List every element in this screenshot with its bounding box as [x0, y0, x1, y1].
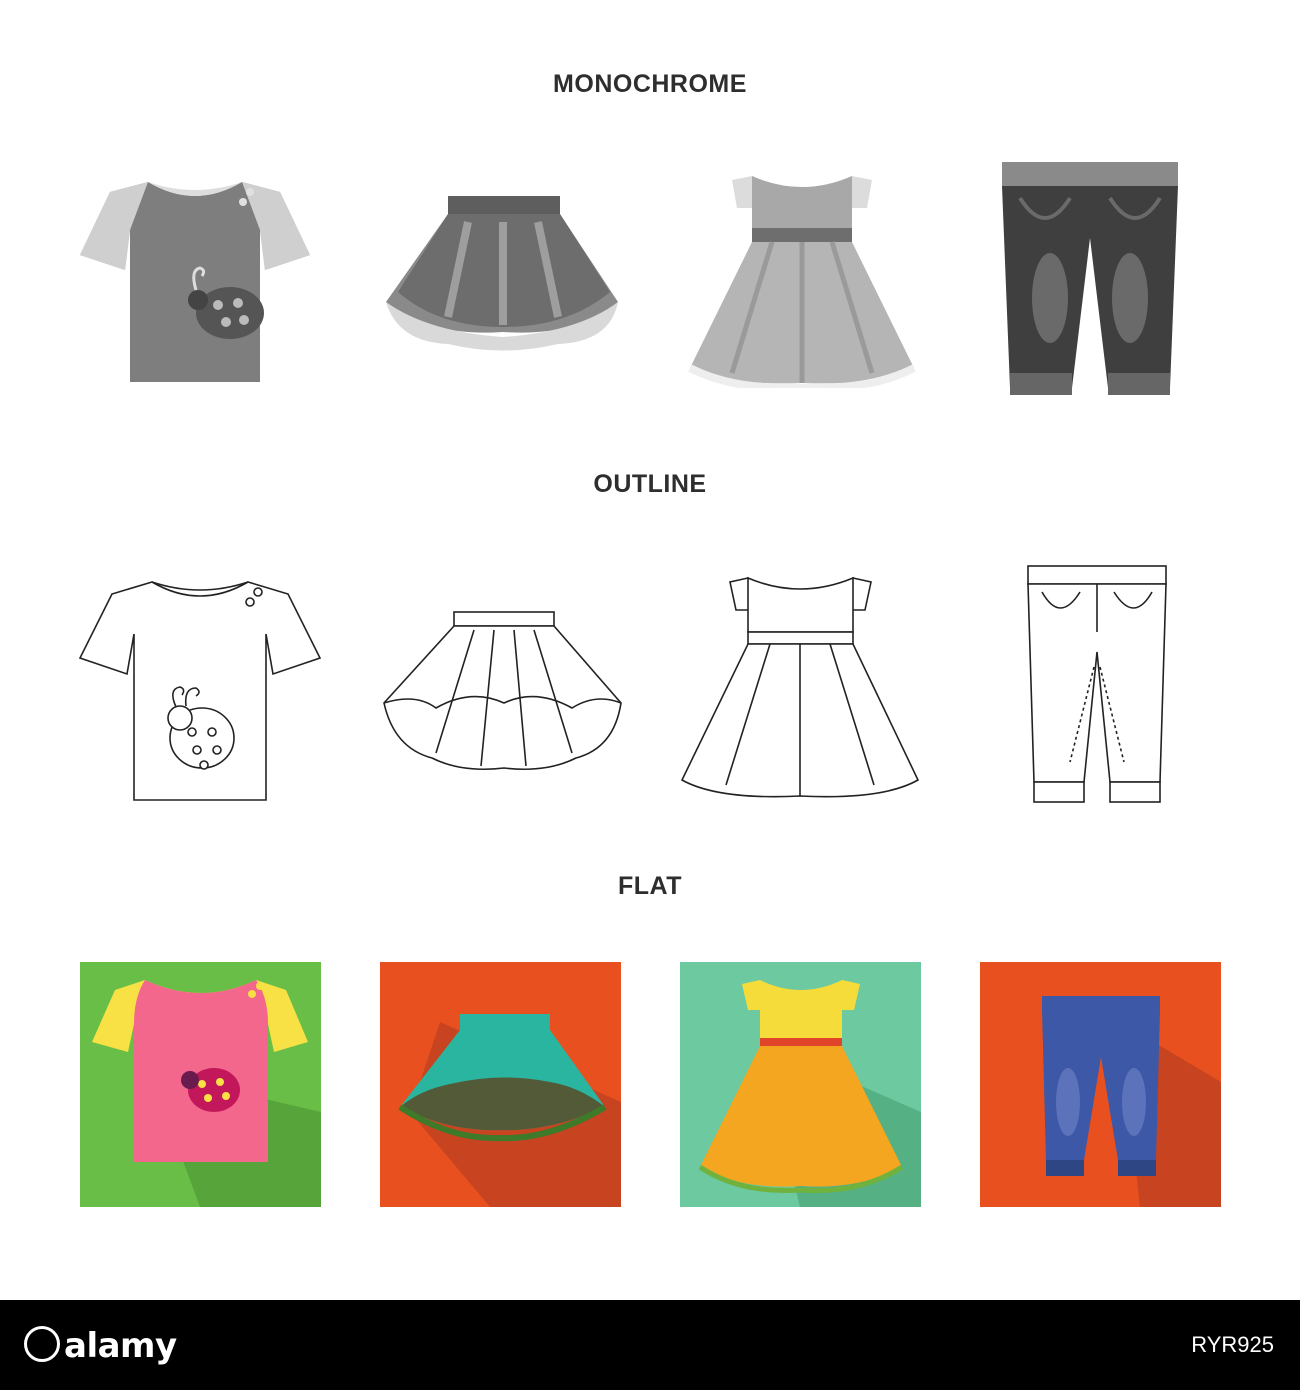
skirt-icon	[378, 192, 628, 372]
dress-flat-icon	[680, 962, 921, 1207]
dress-icon	[682, 168, 922, 388]
section-title-outline: OUTLINE	[593, 470, 707, 498]
jeans-icon	[990, 158, 1190, 408]
dress-outline-icon	[678, 570, 923, 805]
jeans-flat-icon	[980, 962, 1221, 1207]
skirt-outline-icon	[376, 608, 631, 783]
jeans-outline-icon	[1022, 562, 1172, 807]
skirt-flat-icon	[380, 962, 621, 1207]
stock-footer-bar	[0, 1300, 1300, 1390]
image-id: RYR925	[1191, 1332, 1274, 1357]
alamy-logo-mark	[24, 1326, 60, 1362]
t-shirt-flat-icon	[80, 962, 321, 1207]
t-shirt-icon	[70, 170, 320, 400]
section-title-monochrome: MONOCHROME	[553, 70, 747, 98]
t-shirt-outline-icon	[72, 570, 327, 810]
alamy-logo: alamy	[24, 1326, 177, 1366]
section-title-flat: FLAT	[617, 872, 682, 900]
